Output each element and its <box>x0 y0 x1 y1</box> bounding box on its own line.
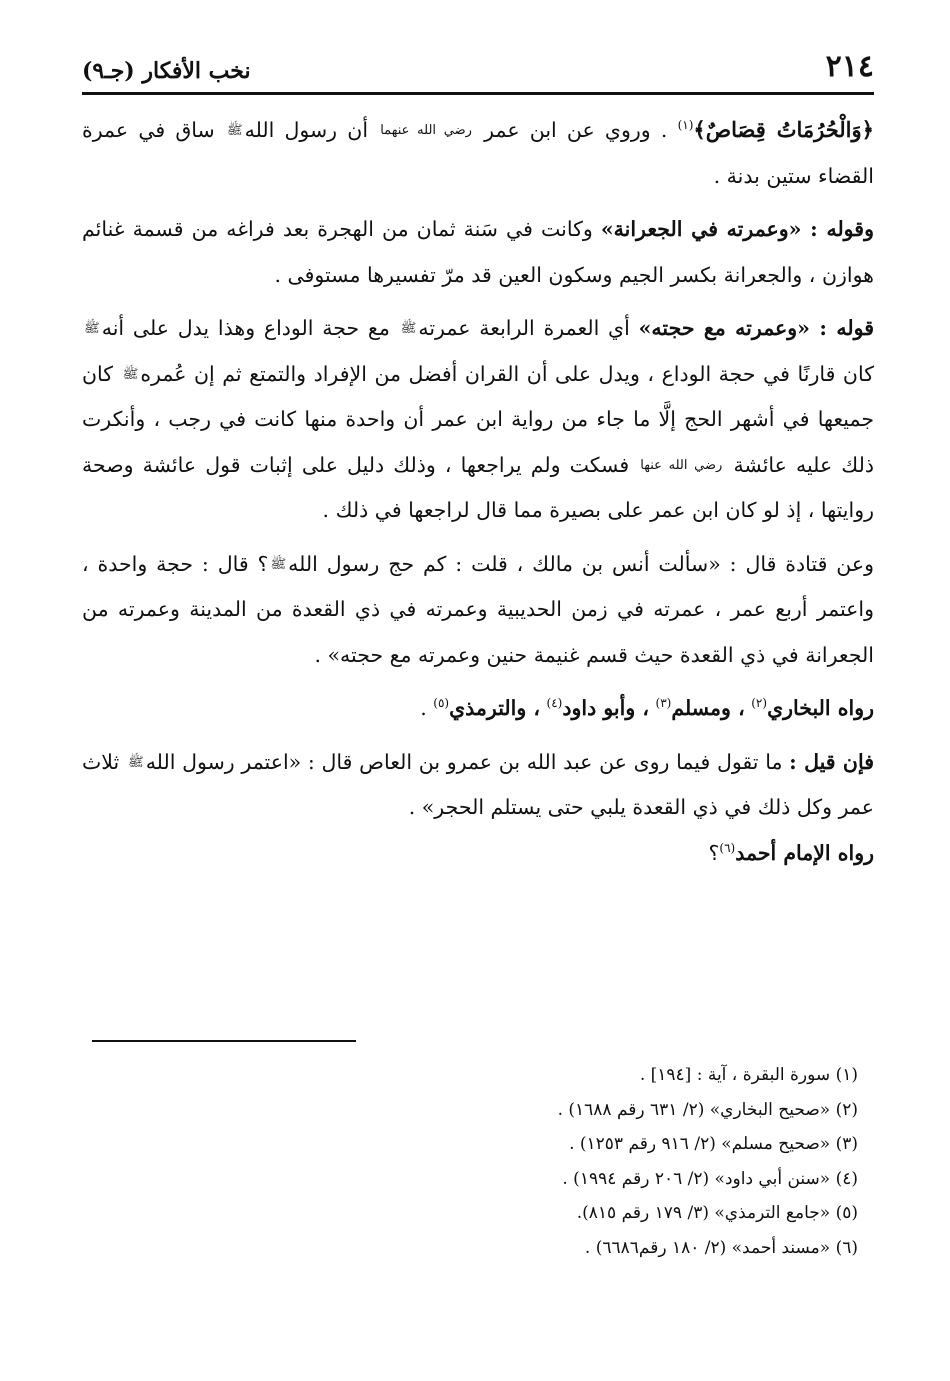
source-abudawud: ، وأبو داود <box>562 696 649 720</box>
footnote-ref-2: (٢) <box>751 696 768 711</box>
footnote-3: (٣) «صحيح مسلم» (٢/ ٩١٦ رقم ١٢٥٣) . <box>569 1134 858 1154</box>
prophet-honorific-icon: ﷺ <box>400 321 417 336</box>
source-ahmad: رواه الإمام أحمد <box>735 840 874 865</box>
footnote-4: (٤) «سنن أبي داود» (٢/ ٢٠٦ رقم ١٩٩٤) . <box>562 1168 858 1189</box>
text: كان قارنًا في حجة الوداع ، ويدل على أن القران أفضل من الإفراد والتمتع ثم إن عُمره <box>140 361 874 386</box>
text: كان جميعها في أشهر الحج إلَّا ما جاء من رواية ابن عمر أن واحدة منها كانت في رجب ، وأنكرت ذلك عليه عائشة <box>82 361 874 477</box>
text: مع حجة الوداع وهذا يدل على أنه <box>101 316 390 340</box>
footnote-ref-1: (١) <box>677 118 694 133</box>
source-muslim: ، ومسلم <box>671 696 745 720</box>
text: ثلاث عمر وكل ذلك في ذي القعدة يلبي حتى يستلم الحجر» . <box>82 749 874 819</box>
paragraph-1 <box>82 107 874 199</box>
text: . <box>420 696 427 720</box>
text: . وروي عن ابن عمر <box>484 118 668 142</box>
footnote-2: (٢) «صحيح البخاري» (٢/ ٦٣١ رقم ١٦٨٨) . <box>557 1099 858 1120</box>
paragraph-5 <box>82 686 874 732</box>
quran-verse: ﴿وَالْحُرُمَاتُ قِصَاصٌ﴾ <box>693 117 874 142</box>
lead-phrase: فإن قيل : <box>789 749 875 774</box>
prophet-honorific-icon: ﷺ <box>127 754 144 770</box>
prophet-honorific-icon: ﷺ <box>226 123 243 138</box>
text: ؟ قال : حجة واحدة ، واعتمر أربع عمر ، عمرته في زمن الحديبية وعمرته في ذي القعدة من المدينة وعمرته من الجعرانة في ذي القعدة حيث قسم غنيمة حنين وعمرته مع حجته» . <box>82 551 874 667</box>
source-tirmidhi: ، والترمذي <box>449 696 540 720</box>
running-title: نخب الأفكار (جـ٩) <box>82 58 251 84</box>
text: أن رسول الله <box>244 118 369 142</box>
footnote-ref-4: (٤) <box>546 696 563 711</box>
paragraph-3 <box>82 306 874 534</box>
header-rule <box>82 92 874 95</box>
footnotes <box>82 1058 858 1265</box>
prophet-honorific-icon: ﷺ <box>270 556 287 572</box>
text: ساق في عمرة القضاء ستين بدنة . <box>82 118 874 188</box>
aisha-honorific-icon: رضي الله عنها <box>640 457 723 473</box>
text: أي العمرة الرابعة عمرته <box>418 316 630 340</box>
lead-phrase: وقوله : «وعمرته في الجعرانة» <box>600 217 874 241</box>
main-text <box>82 107 874 876</box>
paragraph-4 <box>82 542 874 679</box>
paragraph-7 <box>82 831 874 877</box>
text: ما تقول فيما روى عن عبد الله بن عمرو بن العاص قال : «اعتمر رسول الله <box>145 749 783 774</box>
footnote-separator <box>92 1040 356 1042</box>
footnote-ref-3: (٣) <box>655 696 672 711</box>
text: فسكت ولم يراجعها ، وذلك دليل على إثبات قول عائشة وصحة روايتها ، إذ لو كان ابن عمر على بصيرة مما قال لراجعها في ذلك . <box>82 452 874 522</box>
text: ؟ <box>708 840 720 865</box>
page-number: ٢١٤ <box>825 49 874 84</box>
paragraph-2 <box>82 207 874 298</box>
footnote-ref-5: (٥) <box>433 696 450 711</box>
lead-phrase: قوله : «وعمرته مع حجته» <box>638 316 874 340</box>
text: وعن قتادة قال : «سألت أنس بن مالك ، قلت : كم حج رسول الله <box>288 551 874 576</box>
footnote-6: (٦) «مسند أحمد» (٢/ ١٨٠ رقم٦٦٨٦) . <box>584 1237 858 1258</box>
text: وكانت في سَنة ثمان من الهجرة بعد فراغه من قسمة غنائم هوازن ، والجعرانة بكسر الجيم وسكون العين قد مرّ تفسيرها مستوفى . <box>82 217 874 287</box>
source-bukhari: رواه البخاري <box>767 696 874 720</box>
paragraph-6 <box>82 740 874 831</box>
page-header <box>82 32 874 82</box>
footnote-ref-6: (٦) <box>719 840 736 855</box>
companion-honorific-icon: رضي الله عنهما <box>380 123 472 138</box>
footnote-1: (١) سورة البقرة ، آية : [١٩٤] . <box>639 1065 858 1085</box>
prophet-honorific-icon: ﷺ <box>122 366 139 382</box>
prophet-honorific-icon: ﷺ <box>84 321 100 336</box>
footnote-5: (٥) «جامع الترمذي» (٣/ ١٧٩ رقم ٨١٥). <box>576 1203 858 1223</box>
